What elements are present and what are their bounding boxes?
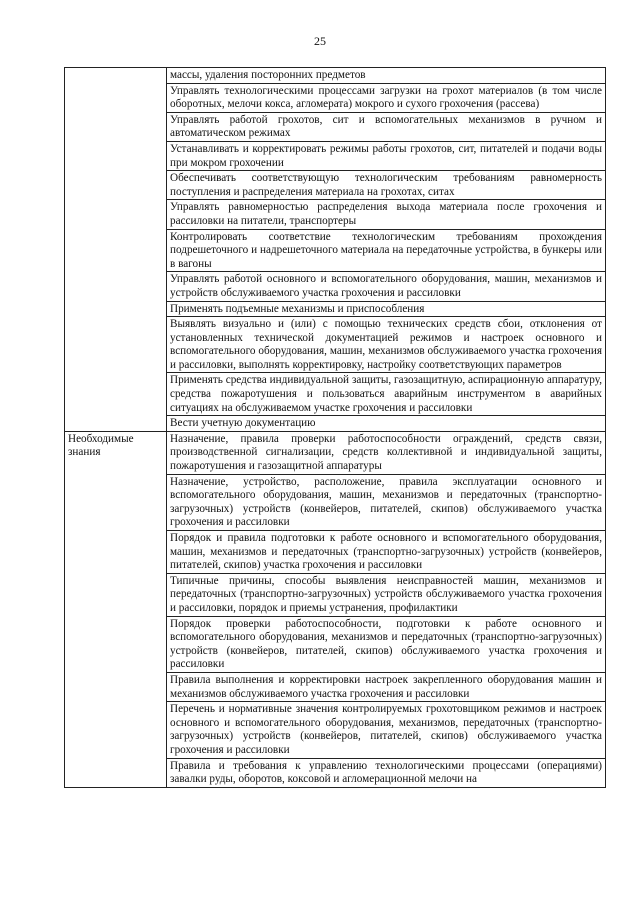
table-cell: Вести учетную документацию [167, 416, 606, 432]
table-cell: Назначение, устройство, расположение, правила эксплуатации основного и вспомогательного оборудования, машин, механизмов и передаточных (транспортно-загрузочных) устройств (конвейеров, питателей, скипов) обслуживаемого участка грохочения и рассиловки [167, 474, 606, 530]
table-cell: Правила и требования к управлению технологическими процессами (операциями) завалки руды, оборотов, коксовой и агломерационной мелочи на [167, 758, 606, 787]
table-cell: Порядок проверки работоспособности, подготовки к работе основного и вспомогательного оборудования, механизмов и передаточных (транспортно-загрузочных) устройств (конвейеров, питателей, скипов) обслуживаемого участка грохочения и рассиловки [167, 616, 606, 672]
table-row [65, 68, 606, 84]
table-cell: Управлять работой грохотов, сит и вспомогательных механизмов в ручном и автоматическом режимах [167, 112, 606, 141]
table-cell: Управлять равномерностью распределения выхода материала после грохочения и рассиловки на питатели, транспортеры [167, 200, 606, 229]
table-cell: Применять средства индивидуальной защиты, газозащитную, аспирационную аппаратуру, средства пожаротушения и пользоваться аварийным инструментом в аварийных ситуациях на обслуживаемом участке грохочения и рассиловки [167, 373, 606, 416]
table-cell: Обеспечивать соответствующую технологическим требованиям равномерность поступления и распределения материала на грохотах, ситах [167, 171, 606, 200]
table-cell: Назначение, правила проверки работоспособности ограждений, средств связи, производственной сигнализации, средств коллективной и индивидуальной защиты, пожаротушения и газозащитной аппаратуры [167, 431, 606, 474]
table-cell: Типичные причины, способы выявления неисправностей машин, механизмов и передаточных (транспортно-загрузочных) устройств обслуживаемого участка грохочения и рассиловки, порядок и приемы устранения, профилактики [167, 573, 606, 616]
table-cell: Управлять технологическими процессами загрузки на грохот материалов (в том числе оборотных, мелочи кокса, агломерата) мокрого и сухого грохочения (рассева) [167, 83, 606, 112]
table-cell: Контролировать соответствие технологическим требованиям прохождения подрешеточного и надрешеточного материала на передаточные устройства, в бункеры или в вагоны [167, 229, 606, 272]
table-cell: Правила выполнения и корректировки настроек закрепленного оборудования машин и механизмов обслуживаемого участка грохочения и рассиловки [167, 672, 606, 701]
table-cell: Перечень и нормативные значения контролируемых грохотовщиком режимов и настроек основного и вспомогательного оборудования, механизмов, передаточных (транспортно-загрузочных) устройств (конвейеров, питателей, скипов) обслуживаемого участка грохочения и рассиловки [167, 702, 606, 758]
table-cell: Управлять работой основного и вспомогательного оборудования, машин, механизмов и устройств обслуживаемого участка грохочения и рассиловки [167, 272, 606, 301]
section-label: Необходимые знания [65, 431, 167, 787]
table-cell: Устанавливать и корректировать режимы работы грохотов, сит, питателей и подачи воды при мокром грохочении [167, 141, 606, 170]
table-cell: Порядок и правила подготовки к работе основного и вспомогательного оборудования, машин, механизмов и передаточных (транспортно-загрузочных) устройств (конвейеров, питателей, скипов) участка грохочения и рассиловки [167, 531, 606, 574]
table-cell: Выявлять визуально и (или) с помощью технических средств сбои, отклонения от установленных технической документацией режимов и настроек основного и вспомогательного оборудования, машин, механизмов обслуживаемого участка грохочения и рассиловки, выполнять корректировку, настройку соответствующих параметров [167, 317, 606, 373]
section-label [65, 68, 167, 432]
page-number: 25 [314, 34, 326, 48]
table-row [65, 431, 606, 474]
table-cell: Применять подъемные механизмы и приспособления [167, 301, 606, 317]
requirements-table [64, 67, 606, 788]
table-cell: массы, удаления посторонних предметов [167, 68, 606, 84]
